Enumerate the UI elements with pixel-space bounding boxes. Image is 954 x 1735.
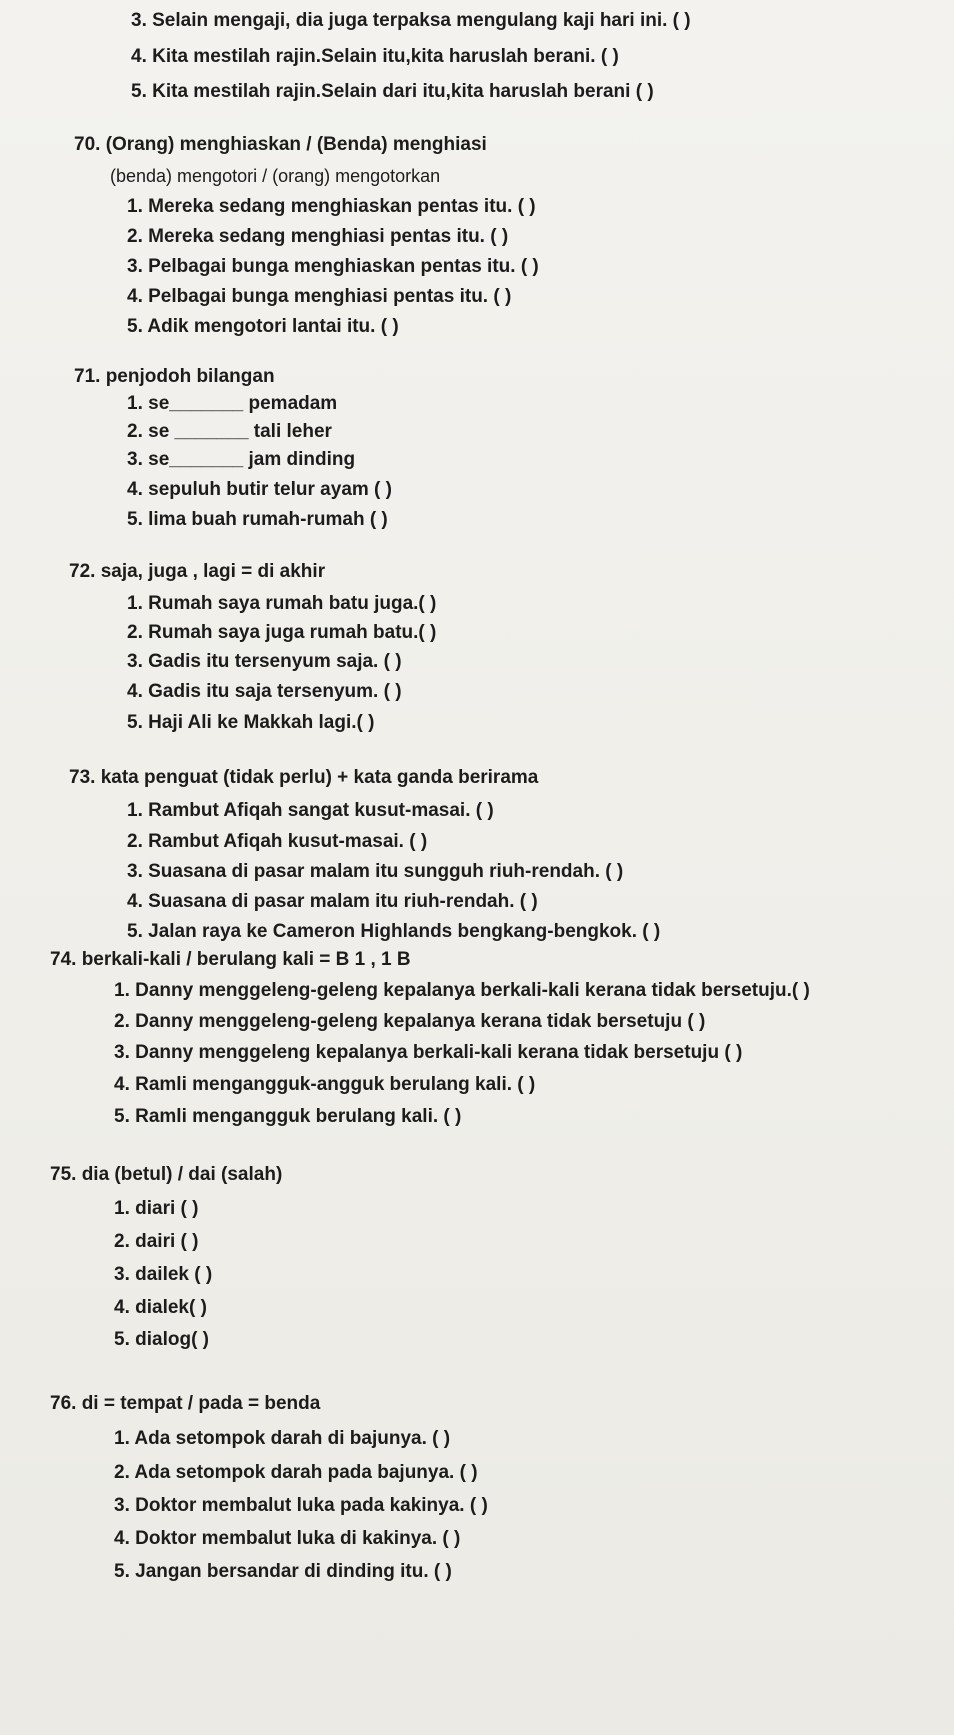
item-line: 5. Haji Ali ke Makkah lagi.( ) xyxy=(127,712,375,733)
item-line: 3. se_______ jam dinding xyxy=(127,449,356,470)
section-heading-70: 70. (Orang) menghiaskan / (Benda) menghiasi xyxy=(74,134,487,155)
section-heading-72: 72. saja, juga , lagi = di akhir xyxy=(69,561,326,582)
item-line: 5. Ramli mengangguk berulang kali. ( ) xyxy=(114,1106,462,1127)
item-line: 1. diari ( ) xyxy=(114,1198,199,1219)
item-line: 5. Jalan raya ke Cameron Highlands bengkang-bengkok. ( ) xyxy=(127,921,661,942)
item-line: 1. Mereka sedang menghiaskan pentas itu. ( ) xyxy=(127,196,536,217)
item-line: 2. Danny menggeleng-geleng kepalanya kerana tidak bersetuju ( ) xyxy=(114,1011,706,1032)
section-heading-73: 73. kata penguat (tidak perlu) + kata ganda berirama xyxy=(69,767,539,788)
item-line: 2. Rumah saya juga rumah batu.( ) xyxy=(127,622,437,643)
item-line: 5. Jangan bersandar di dinding itu. ( ) xyxy=(114,1561,452,1582)
item-line: 3. dailek ( ) xyxy=(114,1264,213,1285)
item-line: 3. Doktor membalut luka pada kakinya. ( ) xyxy=(114,1495,488,1516)
item-line: 4. Ramli mengangguk-angguk berulang kali. ( ) xyxy=(114,1074,536,1095)
item-line: 4. Doktor membalut luka di kakinya. ( ) xyxy=(114,1528,461,1549)
item-line: 3. Selain mengaji, dia juga terpaksa mengulang kaji hari ini. ( ) xyxy=(131,10,691,31)
item-line: 5. Kita mestilah rajin.Selain dari itu,kita haruslah berani ( ) xyxy=(131,81,654,102)
section-heading-76: 76. di = tempat / pada = benda xyxy=(50,1393,321,1414)
section-heading-75: 75. dia (betul) / dai (salah) xyxy=(50,1164,283,1185)
item-line: 4. Kita mestilah rajin.Selain itu,kita haruslah berani. ( ) xyxy=(131,46,619,67)
section-subheading-70: (benda) mengotori / (orang) mengotorkan xyxy=(110,166,441,186)
item-line: 5. dialog( ) xyxy=(114,1329,209,1350)
item-line: 2. dairi ( ) xyxy=(114,1231,199,1252)
item-line: 5. lima buah rumah-rumah ( ) xyxy=(127,509,388,530)
item-line: 3. Pelbagai bunga menghiaskan pentas itu. ( ) xyxy=(127,256,539,277)
section-heading-74: 74. berkali-kali / berulang kali = B 1 , 1 B xyxy=(50,949,411,970)
section-heading-71: 71. penjodoh bilangan xyxy=(74,366,275,387)
item-line: 4. dialek( ) xyxy=(114,1297,207,1318)
item-line: 4. sepuluh butir telur ayam ( ) xyxy=(127,479,392,500)
item-line: 1. Rumah saya rumah batu juga.( ) xyxy=(127,593,437,614)
item-line: 4. Suasana di pasar malam itu riuh-rendah. ( ) xyxy=(127,891,538,912)
item-line: 3. Danny menggeleng kepalanya berkali-kali kerana tidak bersetuju ( ) xyxy=(114,1042,743,1063)
item-line: 3. Suasana di pasar malam itu sungguh riuh-rendah. ( ) xyxy=(127,861,624,882)
item-line: 2. Ada setompok darah pada bajunya. ( ) xyxy=(114,1462,478,1483)
item-line: 5. Adik mengotori lantai itu. ( ) xyxy=(127,316,399,337)
item-line: 3. Gadis itu tersenyum saja. ( ) xyxy=(127,651,402,672)
item-line: 1. Ada setompok darah di bajunya. ( ) xyxy=(114,1428,451,1449)
item-line: 2. se _______ tali leher xyxy=(127,421,332,442)
item-line: 1. se_______ pemadam xyxy=(127,393,338,414)
item-line: 4. Pelbagai bunga menghiasi pentas itu. ( ) xyxy=(127,286,512,307)
item-line: 1. Danny menggeleng-geleng kepalanya berkali-kali kerana tidak bersetuju.( ) xyxy=(114,980,810,1001)
item-line: 2. Mereka sedang menghiasi pentas itu. ( ) xyxy=(127,226,509,247)
item-line: 4. Gadis itu saja tersenyum. ( ) xyxy=(127,681,402,702)
item-line: 2. Rambut Afiqah kusut-masai. ( ) xyxy=(127,831,428,852)
item-line: 1. Rambut Afiqah sangat kusut-masai. ( ) xyxy=(127,800,494,821)
